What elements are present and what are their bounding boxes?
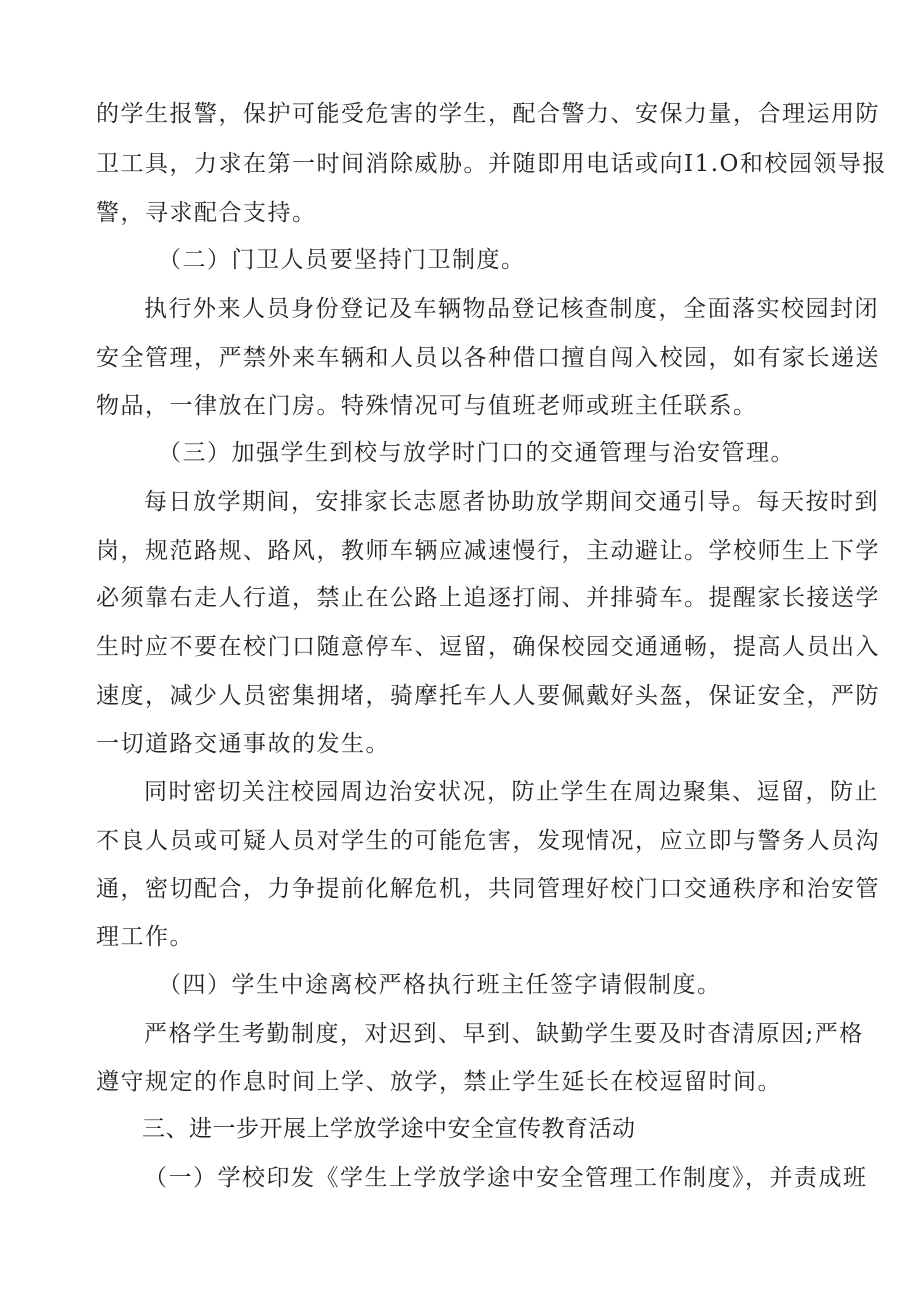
paragraph-line: 理工作。 bbox=[96, 924, 194, 950]
paragraph-line: 严格学生考勤制度，对迟到、早到、缺勤学生要及时杳清原因;严格 bbox=[144, 1021, 864, 1047]
section-subheading: （四）学生中途离校严格执行班主任签字请假制度。 bbox=[158, 972, 722, 998]
paragraph-line: 安全管理，严禁外来车辆和人员以各种借口擅自闯入校园，如有家长递送 bbox=[96, 345, 880, 371]
paragraph-line: 一切道路交通事故的发生。 bbox=[96, 731, 390, 757]
section-subheading: （二）门卫人员要坚持门卫制度。 bbox=[158, 247, 526, 273]
section-subheading: （三）加强学生到校与放学时门口的交通管理与治安管理。 bbox=[158, 440, 795, 466]
paragraph-line: 速度，减少人员密集拥堵，骑摩托车人人要佩戴好头盔，保证安全，严防 bbox=[96, 683, 880, 709]
paragraph-line: （一）学校印发《学生上学放学途中安全管理工作制度》，并责成班 bbox=[144, 1165, 868, 1191]
paragraph-line: 警，寻求配合支持。 bbox=[96, 200, 317, 226]
paragraph-line: 执行外来人员身份登记及车辆物品登记核查制度，全面落实校园封闭 bbox=[144, 296, 879, 322]
section-heading: 三、进一步开展上学放学途中安全宣传教育活动 bbox=[142, 1116, 636, 1142]
paragraph-line: 不良人员或可疑人员对学生的可能危害，发现情况，应立即与警务人员沟 bbox=[96, 828, 880, 854]
paragraph-line: 卫工具，力求在第一时间消除威胁。并随即用电话或向I1.O和校园领导报 bbox=[96, 151, 887, 177]
paragraph-line: 的学生报警，保护可能受危害的学生，配合警力、安保力量，合理运用防 bbox=[96, 101, 880, 127]
paragraph-line: 每日放学期间，安排家长志愿者协助放学期间交通引导。每天按时到 bbox=[144, 489, 879, 515]
paragraph-line: 生时应不要在校门口随意停车、逗留，确保校园交通通畅，提高人员出入 bbox=[96, 634, 880, 660]
paragraph-line: 岗，规范路规、路风，教师车辆应减速慢行，主动避让。学校师生上下学 bbox=[96, 538, 880, 564]
paragraph-line: 遵守规定的作息时间上学、放学，禁止学生延长在校逗留时间。 bbox=[96, 1069, 782, 1095]
paragraph-line: 必须靠右走人行道，禁止在公路上追逐打闹、并排骑车。提醒家长接送学 bbox=[96, 585, 880, 611]
paragraph-line: 物品，一律放在门房。特殊情况可与值班老师或班主任联系。 bbox=[96, 393, 758, 419]
paragraph-line: 同时密切关注校园周边治安状况，防止学生在周边聚集、逗留，防止 bbox=[144, 779, 879, 805]
paragraph-line: 通，密切配合，力争提前化解危机，共同管理好校门口交通秩序和治安管 bbox=[96, 876, 880, 902]
